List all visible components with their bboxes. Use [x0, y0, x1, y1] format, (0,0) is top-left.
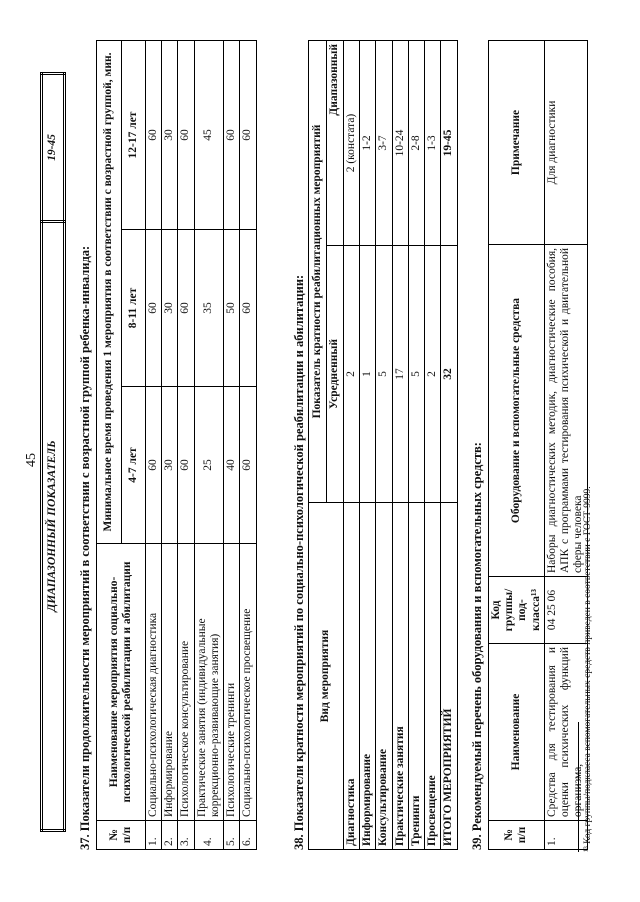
row-code: 04 25 06 [544, 577, 587, 644]
row-equipment: Наборы диагностических методик, диагностические пособия, АПК с программами тестирования психической и двигательной сферы человека [544, 245, 587, 577]
row-name: Консультирование [376, 503, 392, 850]
page-number: 45 [24, 453, 39, 467]
col-avg: Усредненный [326, 246, 344, 503]
age-group: 12-17 лет [121, 41, 146, 230]
table-row [425, 41, 441, 850]
section39-title: 39. Рекомендуемый перечень оборудования и вспомогательных средств: [470, 442, 484, 850]
row-note: Для диагностики [544, 41, 587, 245]
footnote: ¹³ Код группы/подкласса вспомогательных средств приведен в соответствии с ГОСТ-9999. [583, 486, 593, 852]
row-v2: 60 [178, 230, 194, 387]
row-num: 1. [146, 821, 162, 850]
row-range: 1-3 [425, 41, 441, 246]
col-code: Код группы/под-класса¹³ [489, 577, 545, 644]
section37-title: 37. Показатели продолжительности мероприятий в соответствии с возрастной группой ребенка-инвалида: [78, 245, 92, 850]
row-avg: 1 [360, 246, 376, 503]
row-v2: 30 [162, 230, 178, 387]
total-row [441, 41, 457, 850]
range-header-label: ДИАПАЗОННЫЙ ПОКАЗАТЕЛЬ [42, 222, 65, 831]
col-range: Диапазонный [326, 41, 344, 246]
row-name: Диагностика [344, 503, 360, 850]
row-v3: 60 [178, 41, 194, 230]
table-row [146, 41, 162, 850]
duration-table [96, 40, 257, 850]
row-v3: 30 [162, 41, 178, 230]
row-v1: 25 [194, 387, 223, 544]
row-name: Информирование [162, 544, 178, 821]
equipment-table [488, 40, 588, 850]
table-row [224, 41, 240, 850]
row-name: Просвещение [425, 503, 441, 850]
row-v1: 60 [240, 387, 256, 544]
frequency-table [308, 40, 458, 850]
row-v3: 45 [194, 41, 223, 230]
row-v3: 60 [146, 41, 162, 230]
row-name: Практические занятия [392, 503, 408, 850]
row-num: 4. [194, 821, 223, 850]
table-row [408, 41, 424, 850]
row-name: Тренинги [408, 503, 424, 850]
row-avg: 17 [392, 246, 408, 503]
row-num: 2. [162, 821, 178, 850]
row-range: 10-24 [392, 41, 408, 246]
age-group: 8-11 лет [121, 230, 146, 387]
row-v2: 50 [224, 230, 240, 387]
section38-title: 38. Показатели кратности мероприятий по социально-психологической реабилитации и абилитации: [292, 274, 306, 850]
row-name: Практические занятия (индивидуальные коррекционно-развивающие занятия) [194, 544, 223, 821]
row-range: 2 (констата) [344, 41, 360, 246]
row-v3: 60 [240, 41, 256, 230]
table-row [344, 41, 360, 850]
row-avg: 2 [344, 246, 360, 503]
row-range: 3-7 [376, 41, 392, 246]
col-equipment: Оборудование и вспомогательные средства [489, 245, 545, 577]
table-row [544, 41, 587, 850]
range-header-value: 19-45 [42, 74, 65, 222]
col-name: Наименование мероприятия социально-психологической реабилитации и абилитации [97, 544, 146, 821]
row-avg: 2 [425, 246, 441, 503]
row-v1: 60 [178, 387, 194, 544]
row-name: Средства для тестирования и оценки психических функций организма, [544, 644, 587, 821]
row-v2: 35 [194, 230, 223, 387]
col-time: Минимальное время проведения 1 мероприятия в соответствии с возрастной группой, мин. [97, 41, 122, 544]
table-row [392, 41, 408, 850]
col-note: Примечание [489, 41, 545, 245]
footnote-divider [578, 722, 579, 852]
row-name: Психологическое консультирование [178, 544, 194, 821]
row-v1: 30 [162, 387, 178, 544]
table-row [178, 41, 194, 850]
col-name: Наименование [489, 644, 545, 821]
range-header [40, 72, 66, 832]
col-type: Вид мероприятия [309, 503, 344, 850]
row-v2: 60 [240, 230, 256, 387]
row-avg: 5 [376, 246, 392, 503]
row-num: 6. [240, 821, 256, 850]
row-avg: 5 [408, 246, 424, 503]
row-v1: 40 [224, 387, 240, 544]
row-v1: 60 [146, 387, 162, 544]
row-name: Социально-психологическое просвещение [240, 544, 256, 821]
col-rate: Показатель кратности реабилитационных мероприятий [309, 41, 327, 503]
col-num: № п/п [489, 821, 545, 850]
row-name: Социально-психологическая диагностика [146, 544, 162, 821]
total-name: ИТОГО МЕРОПРИЯТИЙ [441, 503, 457, 850]
table-row [194, 41, 223, 850]
row-num: 5. [224, 821, 240, 850]
table-row [162, 41, 178, 850]
row-num: 3. [178, 821, 194, 850]
row-name: Информирование [360, 503, 376, 850]
row-name: Психологические тренинги [224, 544, 240, 821]
table-row [360, 41, 376, 850]
row-range: 2-8 [408, 41, 424, 246]
row-num: 1. [544, 821, 587, 850]
col-num: № п/п [97, 821, 146, 850]
table-row [376, 41, 392, 850]
row-v2: 60 [146, 230, 162, 387]
row-range: 1-2 [360, 41, 376, 246]
age-group: 4-7 лет [121, 387, 146, 544]
row-v3: 60 [224, 41, 240, 230]
total-range: 19-45 [441, 41, 457, 246]
table-row [240, 41, 256, 850]
total-avg: 32 [441, 246, 457, 503]
